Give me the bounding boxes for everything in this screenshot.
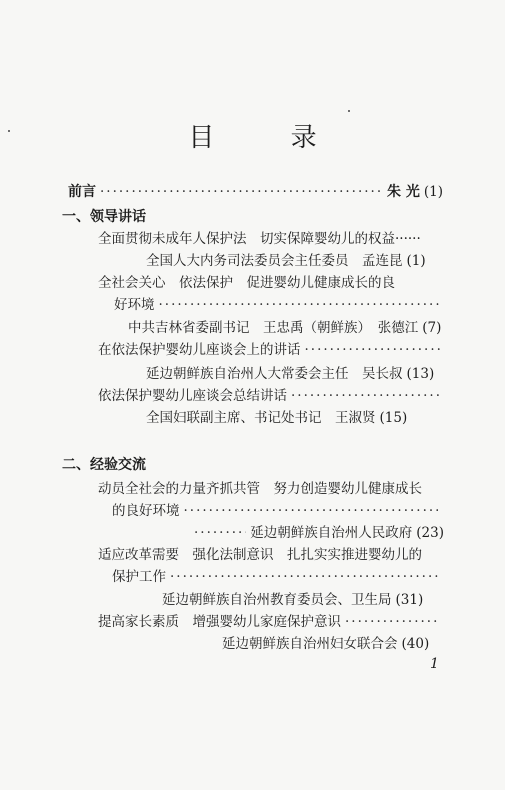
entry-attribution: [146, 365, 434, 383]
entry-author: 中共吉林省委副书记 王忠禹（朝鲜族） 张德江: [128, 320, 419, 336]
entry-attribution: [222, 635, 429, 653]
leader-dots: [194, 524, 246, 542]
page-number: (13): [406, 366, 435, 382]
page-number: (7): [422, 320, 442, 336]
leader-dots: [170, 568, 438, 586]
entry-author: 延边朝鲜族自治州教育委员会、卫生局: [162, 592, 392, 608]
toc-entry-preface: [68, 183, 443, 201]
leader-dots: [345, 613, 440, 631]
entry-title: 适应改革需要 强化法制意识 扎扎实实推进婴幼儿的: [98, 547, 422, 563]
page-number: (1): [423, 184, 443, 200]
preface-author: 朱 光: [387, 184, 420, 200]
entry-title: 依法保护婴幼儿座谈会总结讲话 ·····: [98, 387, 444, 405]
section-heading: 一、领导讲话: [62, 209, 146, 225]
page-number: (23): [416, 525, 444, 541]
entry-attribution: [128, 319, 441, 337]
entry-title: 全面贯彻未成年人保护法 切实保障婴幼儿的权益······: [98, 231, 421, 247]
leader-dots: [291, 387, 440, 405]
page-number: (15): [379, 410, 408, 426]
page-number: (31): [395, 592, 424, 608]
entry-author: 延边朝鲜族自治州人民政府: [250, 525, 413, 541]
section-heading: 二、经验交流: [62, 457, 146, 473]
entry-author: 全国妇联副主席、书记处书记 王淑贤: [146, 410, 376, 426]
entry-attribution: [146, 252, 426, 270]
leader-dots: [184, 502, 439, 520]
page-number: (40): [401, 636, 430, 652]
page-title: 目 录: [188, 123, 351, 153]
entry-author: 延边朝鲜族自治州人大常委会主任 吴长叔: [146, 366, 403, 382]
entry-title-continued: 好环境 ·····: [114, 296, 444, 314]
entry-title: 在依法保护婴幼儿座谈会上的讲话 ·····: [98, 341, 444, 359]
scan-speck: [348, 110, 350, 112]
entry-author: 延边朝鲜族自治州妇女联合会: [222, 636, 398, 652]
leader-dots: [159, 296, 441, 314]
entry-attribution: [162, 591, 423, 609]
entry-attribution: [190, 524, 444, 542]
page-number: (1): [406, 253, 426, 269]
entry-title: 全社会关心 依法保护 促进婴幼儿健康成长的良: [98, 275, 395, 291]
entry-title: 动员全社会的力量齐抓共管 努力创造婴幼儿健康成长: [98, 481, 422, 497]
entry-author: 全国人大内务司法委员会主任委员 孟连昆: [146, 253, 403, 269]
page-folio: 1: [430, 656, 439, 672]
entry-title-continued: 的良好环境 ·····: [112, 502, 442, 520]
entry-title-continued: 保护工作 ·····: [112, 568, 442, 586]
preface-label: 前言: [68, 184, 96, 200]
entry-title: 提高家长素质 增强婴幼儿家庭保护意识 ·····: [98, 613, 444, 631]
leader-dots: [305, 341, 441, 359]
leader-dots: [100, 183, 383, 201]
entry-attribution: [146, 409, 407, 427]
